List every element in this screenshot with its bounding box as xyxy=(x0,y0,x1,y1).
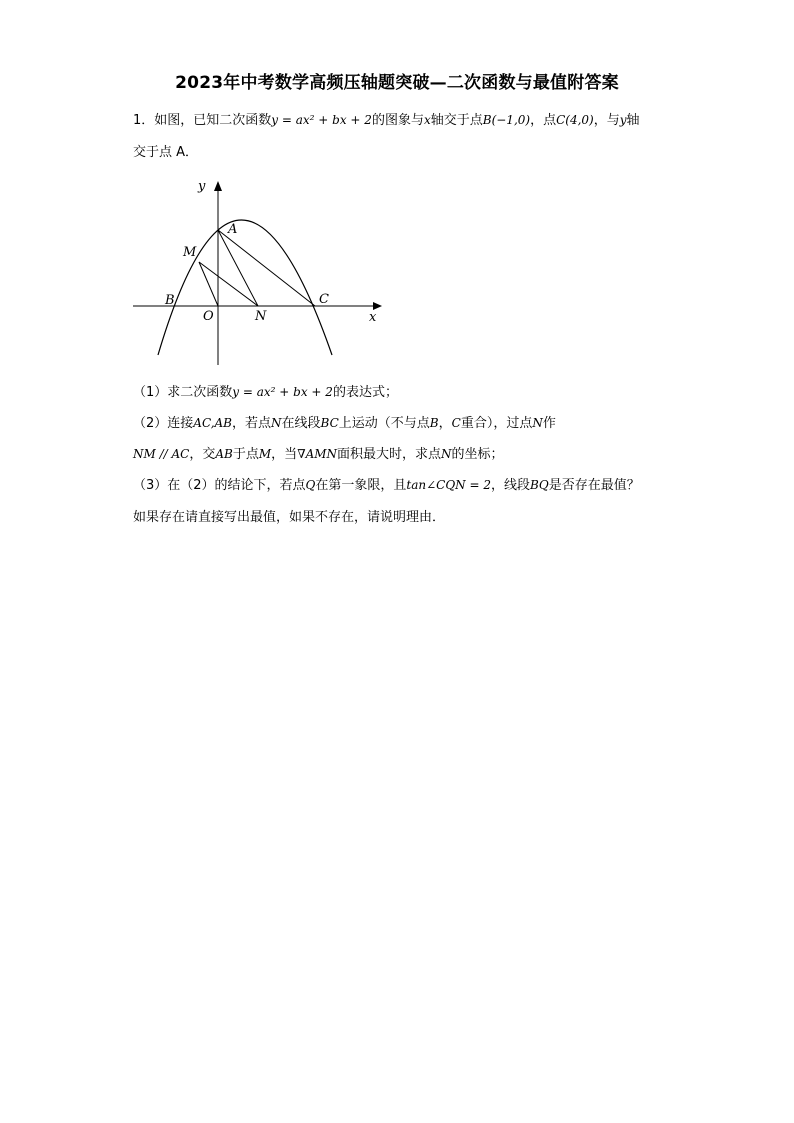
question-text: 作 xyxy=(542,416,556,431)
parabola-curve xyxy=(158,220,332,355)
math-symbol: N xyxy=(441,447,452,461)
problem-text: ，点 xyxy=(530,113,557,128)
math-expression: AC,AB xyxy=(193,416,232,430)
math-symbol: C xyxy=(451,416,461,430)
question-text: 的坐标； xyxy=(451,447,504,462)
question-text: 的表达式； xyxy=(332,385,398,400)
label-a: A xyxy=(228,222,238,237)
label-c: C xyxy=(319,292,329,307)
problem-text: 轴 xyxy=(626,113,640,128)
question-text: 在第一象限，且 xyxy=(315,478,407,493)
segment-ac xyxy=(218,230,315,306)
label-m: M xyxy=(183,245,197,260)
y-axis-arrow-icon xyxy=(214,181,222,191)
question-text: （3）在（2）的结论下，若点 xyxy=(133,478,306,493)
math-symbol: x xyxy=(423,113,431,127)
label-o: O xyxy=(203,309,214,324)
problem-line-2: 交于点 A． xyxy=(133,145,199,160)
question-text: （1）求二次函数 xyxy=(133,385,233,400)
problem-text: 1．如图，已知二次函数 xyxy=(133,113,272,128)
math-expression: tan∠CQN = 2 xyxy=(406,478,492,492)
question-2-line-2 xyxy=(133,443,504,462)
question-text: ，当 xyxy=(271,447,298,462)
segment-an xyxy=(218,230,258,306)
question-3-line-2: 如果存在请直接写出最值，如果不存在，请说明理由． xyxy=(133,510,446,525)
math-symbol: AB xyxy=(215,447,233,461)
question-1 xyxy=(133,381,398,400)
segment-mn xyxy=(199,262,258,306)
math-symbol: BQ xyxy=(530,478,549,492)
math-symbol: y xyxy=(619,113,627,127)
question-text: 是否存在最值？ xyxy=(548,478,640,493)
question-text: 在线段 xyxy=(281,416,321,431)
question-text: ，若点 xyxy=(232,416,272,431)
label-x: x xyxy=(369,310,377,325)
math-expression: y = ax² + bx + 2 xyxy=(271,113,372,127)
question-3-line-1 xyxy=(133,474,640,493)
math-symbol: BC xyxy=(320,416,339,430)
question-text: （2）连接 xyxy=(133,416,194,431)
math-symbol: N xyxy=(532,416,543,430)
x-axis-arrow-icon xyxy=(373,302,382,310)
question-2-line-1 xyxy=(133,412,556,431)
parabola-figure xyxy=(128,172,388,368)
math-symbol: M xyxy=(258,447,272,461)
math-expression: ∇AMN xyxy=(297,447,338,461)
question-text: 上运动（不与点 xyxy=(338,416,430,431)
question-text: ，线段 xyxy=(491,478,531,493)
problem-text: ，与 xyxy=(593,113,620,128)
label-n: N xyxy=(255,309,267,324)
page-title: 2023年中考数学高频压轴题突破—二次函数与最值附答案 xyxy=(175,73,619,93)
math-expression: C(4,0) xyxy=(556,113,594,127)
question-text: ，交 xyxy=(189,447,216,462)
math-expression: y = ax² + bx + 2 xyxy=(232,385,333,399)
math-expression: NM // AC xyxy=(133,447,190,461)
math-symbol: N xyxy=(271,416,282,430)
question-text: ， xyxy=(438,416,452,431)
math-expression: B(−1,0) xyxy=(482,113,531,127)
problem-text: 轴交于点 xyxy=(430,113,483,128)
math-symbol: B xyxy=(429,416,439,430)
math-symbol: Q xyxy=(305,478,316,492)
question-text: 重合），过点 xyxy=(460,416,533,431)
question-text: 面积最大时，求点 xyxy=(337,447,442,462)
label-y: y xyxy=(198,179,206,194)
problem-line-1 xyxy=(133,109,640,128)
problem-text: 的图象与 xyxy=(371,113,424,128)
question-text: 于点 xyxy=(232,447,259,462)
label-b: B xyxy=(165,293,175,308)
